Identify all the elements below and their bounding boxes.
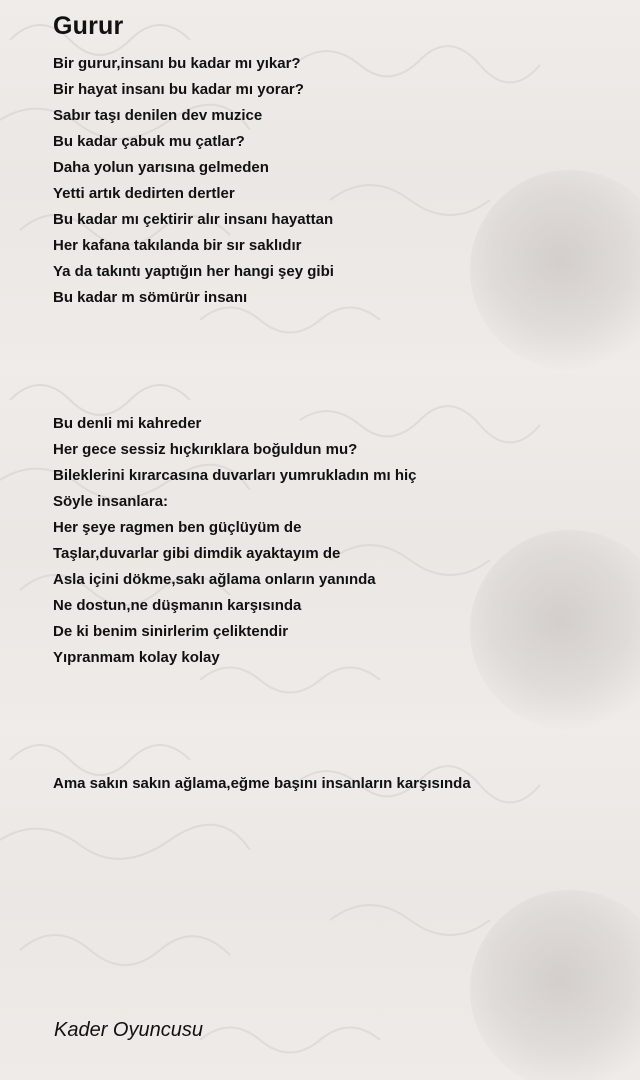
poem-line: Sabır taşı denilen dev muzice bbox=[53, 107, 263, 124]
poem-line: Her gece sessiz hıçkırıklara boğuldun mu? bbox=[53, 441, 358, 458]
poem-stanza-2 bbox=[53, 411, 417, 671]
poem-line: Daha yolun yarısına gelmeden bbox=[53, 159, 269, 176]
poem-line: Bu denli mi kahreder bbox=[53, 415, 202, 432]
poem-line: Taşlar,duvarlar gibi dimdik ayaktayım de bbox=[53, 545, 341, 562]
poem-line: Ne dostun,ne düşmanın karşısında bbox=[53, 597, 302, 614]
poem-line: Her şeye ragmen ben güçlüyüm de bbox=[53, 519, 302, 536]
poem-line: Yıpranmam kolay kolay bbox=[53, 649, 220, 666]
poem-line: Söyle insanlara: bbox=[53, 493, 169, 510]
poem-line: Bileklerini kırarcasına duvarları yumrukladın mı hiç bbox=[53, 467, 417, 484]
poem-stanza-1 bbox=[53, 51, 334, 311]
poem-line: Her kafana takılanda bir sır saklıdır bbox=[53, 237, 302, 254]
poem-line: Bir hayat insanı bu kadar mı yorar? bbox=[53, 81, 304, 98]
poem-line: Bu kadar çabuk mu çatlar? bbox=[53, 133, 245, 150]
poem-line: Bir gurur,insanı bu kadar mı yıkar? bbox=[53, 55, 301, 72]
poem-author: Kader Oyuncusu bbox=[54, 1019, 203, 1041]
poem-title: Gurur bbox=[53, 12, 124, 40]
poem-line: De ki benim sinirlerim çeliktendir bbox=[53, 623, 289, 640]
poem-line: Ama sakın sakın ağlama,eğme başını insanların karşısında bbox=[53, 775, 471, 792]
poem-line: Yetti artık dedirten dertler bbox=[53, 185, 235, 202]
poem-line: Bu kadar m sömürür insanı bbox=[53, 289, 248, 306]
poem-line: Ya da takıntı yaptığın her hangi şey gibi bbox=[53, 263, 334, 280]
poem-line: Asla içini dökme,sakı ağlama onların yanında bbox=[53, 571, 376, 588]
poem-stanza-3 bbox=[53, 771, 471, 797]
poem-line: Bu kadar mı çektirir alır insanı hayattan bbox=[53, 211, 334, 228]
